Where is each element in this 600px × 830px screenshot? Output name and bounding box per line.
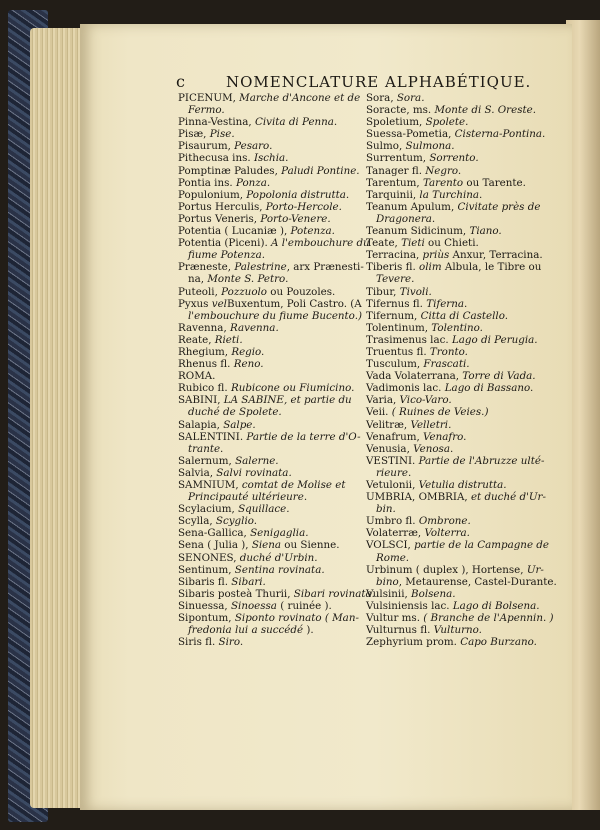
entry-modern: Tivoli. bbox=[399, 285, 432, 298]
entry-modern: Lago di Bolsena. bbox=[452, 599, 540, 612]
entry-modern: Velletri. bbox=[410, 418, 452, 431]
entry-latin: Venusia, bbox=[366, 442, 414, 455]
entry-modern: fredonia lui a succédé bbox=[188, 624, 304, 637]
entry-latin: Puteoli, bbox=[178, 285, 222, 298]
index-entry bbox=[366, 479, 556, 491]
index-entry bbox=[366, 152, 556, 164]
index-entry bbox=[366, 552, 556, 564]
entry-modern: Monte S. Petro. bbox=[207, 273, 289, 286]
index-entry bbox=[178, 455, 368, 467]
entry-latin: Populonium, bbox=[178, 188, 247, 201]
entry-modern: ( Branche de l'Apennin. ) bbox=[423, 612, 554, 625]
entry-latin: Pomptinæ Paludes, bbox=[178, 164, 282, 177]
index-entry bbox=[366, 564, 556, 576]
index-entry bbox=[178, 346, 368, 358]
entry-latin: Pisaurum, bbox=[178, 140, 235, 153]
entry-modern: duché d'Urbin. bbox=[239, 551, 318, 564]
index-entry bbox=[178, 587, 375, 600]
entry-modern: Ur- bbox=[526, 563, 544, 576]
right-column bbox=[366, 92, 556, 648]
entry-modern: la Turchina. bbox=[419, 188, 483, 201]
entry-modern: Sora. bbox=[396, 92, 425, 104]
entry-modern: Citta di Castello. bbox=[420, 309, 508, 322]
entry-latin: Tusculum, bbox=[366, 358, 424, 371]
entry-modern: Marche d'Ancone et de bbox=[239, 92, 361, 104]
entry-latin: Portus Veneris, bbox=[178, 212, 261, 225]
index-entry bbox=[178, 600, 368, 612]
entry-modern: Venafro. bbox=[423, 430, 467, 443]
entry-modern: Ravenna. bbox=[230, 321, 279, 334]
index-entry bbox=[366, 467, 556, 479]
entry-latin: ROMA. bbox=[178, 370, 216, 383]
entry-modern: Salpe. bbox=[223, 418, 256, 431]
entry-latin: UMBRIA, OMBRIA, bbox=[366, 491, 471, 504]
entry-latin: Tifernum, bbox=[366, 309, 421, 322]
index-entry bbox=[178, 527, 368, 539]
entry-modern: Negro. bbox=[425, 164, 462, 177]
entry-latin: Tarentum, bbox=[366, 176, 423, 189]
entry-modern: Vico-Varo. bbox=[399, 394, 452, 407]
entry-latin: Rhenus fl. bbox=[178, 358, 234, 371]
entry-modern: priùs bbox=[422, 249, 450, 262]
index-entry bbox=[178, 237, 368, 249]
entry-modern: Ponza. bbox=[235, 176, 271, 189]
entry-latin: Trasimenus lac. bbox=[366, 333, 452, 346]
index-entry bbox=[366, 322, 556, 334]
index-entry bbox=[178, 358, 368, 370]
entry-modern: Rubicone ou Fiumicino. bbox=[230, 382, 355, 395]
entry-latin: Tanager fl. bbox=[366, 164, 426, 177]
entry-latin: Ravenna, bbox=[178, 321, 230, 334]
entry-modern: Cisterna-Pontina. bbox=[454, 128, 546, 141]
entry-latin: Scylla, bbox=[178, 515, 216, 528]
entry-modern: trante. bbox=[188, 442, 224, 455]
index-entry bbox=[366, 249, 556, 261]
entry-modern: Sulmona. bbox=[405, 140, 455, 153]
entry-latin: Truentus fl. bbox=[366, 345, 430, 358]
entry-latin: Vetulonii, bbox=[366, 479, 419, 491]
entry-suffix: , arx Prænesti- bbox=[286, 261, 364, 274]
entry-modern: Vulturno. bbox=[433, 624, 482, 637]
entry-modern: Scyglio. bbox=[215, 515, 258, 528]
index-entry bbox=[366, 165, 556, 177]
index-entry bbox=[366, 515, 556, 527]
entry-suffix: Buxentum, Poli Castro. (A bbox=[226, 297, 362, 310]
entry-modern: Salerne. bbox=[235, 454, 279, 467]
entry-latin: Salernum, bbox=[178, 454, 236, 467]
entry-latin: Terracina, bbox=[366, 249, 423, 262]
entry-modern: comtat de Molise et bbox=[241, 479, 346, 491]
entry-modern: Lago di Perugia. bbox=[451, 333, 538, 346]
index-entry bbox=[178, 322, 368, 334]
entry-modern: Bolsena. bbox=[411, 587, 456, 600]
entry-modern: Porto-Venere. bbox=[260, 212, 331, 225]
entry-modern: Siponto rovinato ( Man- bbox=[234, 612, 359, 625]
index-entry bbox=[366, 261, 556, 273]
index-entry bbox=[366, 394, 556, 406]
entry-modern: Ischia. bbox=[253, 152, 289, 165]
index-entry bbox=[366, 177, 556, 189]
entry-suffix: ou Pouzoles. bbox=[267, 285, 336, 298]
entry-latin: Sibaris posteà Thurii, bbox=[178, 587, 294, 600]
index-entry bbox=[366, 382, 556, 394]
entry-latin: Tiberis fl. bbox=[366, 261, 420, 274]
index-entry bbox=[178, 286, 368, 298]
entry-latin: Pithecusa ins. bbox=[178, 152, 254, 165]
folio-number: c bbox=[176, 72, 185, 91]
entry-modern: Salvi rovinata. bbox=[216, 466, 292, 479]
left-column bbox=[178, 92, 375, 649]
index-entry bbox=[178, 201, 368, 213]
index-entry bbox=[366, 237, 556, 249]
entry-latin: Sentinum, bbox=[178, 563, 235, 576]
entry-modern: Principauté ultérieure. bbox=[188, 491, 308, 504]
index-entry bbox=[366, 310, 556, 322]
index-entry bbox=[366, 419, 556, 431]
entry-modern: olim bbox=[419, 261, 442, 274]
entry-latin: Præneste, bbox=[178, 261, 235, 274]
entry-latin: Sipontum, bbox=[178, 612, 235, 625]
index-entry bbox=[178, 310, 368, 322]
index-entry bbox=[178, 177, 368, 189]
entry-latin: SABINI, bbox=[178, 394, 224, 407]
entry-modern: Monte di S. Oreste. bbox=[434, 104, 536, 117]
index-entry bbox=[366, 273, 556, 285]
entry-latin: Reate, bbox=[178, 333, 215, 346]
entry-latin: Pisæ, bbox=[178, 128, 210, 141]
entry-latin: VESTINI. bbox=[366, 454, 419, 467]
entry-modern: fiume Potenza. bbox=[188, 249, 266, 262]
index-entry bbox=[366, 406, 556, 418]
index-entry bbox=[178, 612, 368, 624]
entry-latin: Surrentum, bbox=[366, 152, 430, 165]
entry-latin: Portus Herculis, bbox=[178, 200, 266, 213]
entry-modern: Vetulia distrutta. bbox=[418, 479, 507, 491]
index-entry bbox=[178, 419, 368, 431]
entry-latin: Veii. bbox=[366, 406, 392, 419]
index-entry bbox=[366, 346, 556, 358]
entry-suffix: ou Sienne. bbox=[281, 539, 340, 552]
entry-latin: Sena-Gallica, bbox=[178, 527, 251, 540]
entry-suffix: ou Tarente. bbox=[463, 176, 526, 189]
entry-modern: duché de Spolete. bbox=[188, 406, 282, 419]
entry-modern: Tiferna. bbox=[426, 297, 468, 310]
entry-suffix: Albula, le Tibre ou bbox=[441, 261, 542, 274]
index-entry bbox=[178, 189, 368, 201]
entry-modern: partie de la Campagne de bbox=[414, 539, 549, 552]
index-entry bbox=[178, 394, 368, 406]
entry-latin: Sibaris fl. bbox=[178, 575, 232, 588]
entry-modern: Civita di Penna. bbox=[254, 116, 338, 129]
entry-latin: PICENUM, bbox=[178, 92, 240, 104]
entry-latin: Salapia, bbox=[178, 418, 224, 431]
index-entry bbox=[178, 479, 368, 491]
entry-modern: Paludi Pontine. bbox=[281, 164, 360, 177]
index-entry bbox=[178, 406, 368, 418]
entry-latin: Teanum Apulum, bbox=[366, 200, 458, 213]
entry-latin: Tarquinii, bbox=[366, 188, 420, 201]
index-entry bbox=[178, 382, 368, 394]
entry-modern: LA SABINE, et partie du bbox=[223, 394, 352, 407]
entry-latin: VOLSCI, bbox=[366, 539, 415, 552]
index-entry bbox=[178, 491, 368, 503]
index-entry bbox=[366, 189, 556, 201]
index-entry bbox=[366, 624, 556, 636]
index-entry bbox=[366, 576, 556, 588]
index-entry bbox=[178, 104, 368, 116]
index-entry bbox=[366, 92, 556, 104]
entry-latin: Varia, bbox=[366, 394, 400, 407]
entry-suffix: ou Chieti. bbox=[424, 237, 479, 250]
entry-latin: Vulsiniensis lac. bbox=[366, 599, 453, 612]
entry-modern: Siena bbox=[251, 539, 282, 552]
entry-latin: Salvia, bbox=[178, 466, 217, 479]
entry-latin: Sora, bbox=[366, 92, 397, 104]
entry-modern: Sinoessa bbox=[230, 599, 277, 612]
index-entry bbox=[178, 261, 368, 273]
index-entry bbox=[366, 201, 556, 213]
entry-modern: Pise. bbox=[209, 128, 235, 141]
index-entry bbox=[178, 539, 368, 551]
index-entry bbox=[178, 128, 368, 140]
index-entry bbox=[178, 370, 368, 382]
index-entry bbox=[178, 431, 368, 443]
index-entry bbox=[366, 491, 556, 503]
entry-modern: Tieti bbox=[401, 237, 425, 250]
index-entry bbox=[178, 624, 368, 636]
index-entry bbox=[366, 503, 556, 515]
entry-suffix: Anxur, Terracina. bbox=[449, 249, 543, 262]
entry-modern: Popolonia distrutta. bbox=[246, 188, 350, 201]
entry-suffix: ( ruinée ). bbox=[276, 599, 332, 612]
entry-modern: Palestrine bbox=[234, 261, 287, 274]
entry-modern: Torre di Vada. bbox=[462, 370, 536, 383]
entry-latin: Pyxus bbox=[178, 297, 212, 310]
entry-latin: Tibur, bbox=[366, 285, 400, 298]
entry-latin: Rubico fl. bbox=[178, 382, 231, 395]
running-head: NOMENCLATURE ALPHABÉTIQUE. bbox=[226, 73, 532, 91]
entry-latin: Soracte, ms. bbox=[366, 104, 435, 117]
entry-latin: Potentia (Piceni). bbox=[178, 237, 272, 250]
entry-modern: Pesaro. bbox=[234, 140, 273, 153]
page-edges bbox=[30, 28, 85, 808]
entry-modern: Partie de la terre d'O- bbox=[246, 430, 361, 443]
entry-modern: l'embouchure du fiume Bucento.) bbox=[188, 309, 362, 322]
entry-modern: Regio. bbox=[231, 345, 265, 358]
entry-modern: ( Ruines de Veies.) bbox=[391, 406, 489, 419]
entry-latin: Urbinum ( duplex ), Hortense, bbox=[366, 563, 527, 576]
index-entry bbox=[178, 213, 368, 225]
index-entry bbox=[178, 576, 368, 588]
entry-latin: SALENTINI. bbox=[178, 430, 247, 443]
entry-modern: A l'embouchure du bbox=[271, 237, 370, 250]
entry-modern: Tolentino. bbox=[431, 321, 483, 334]
index-entry bbox=[178, 165, 368, 177]
entry-latin: Pontia ins. bbox=[178, 176, 236, 189]
index-entry bbox=[178, 298, 368, 310]
entry-modern: Rieti. bbox=[214, 333, 243, 346]
index-entry bbox=[366, 431, 556, 443]
index-entry bbox=[178, 273, 368, 285]
entry-latin: Tifernus fl. bbox=[366, 297, 427, 310]
entry-modern: Venosa. bbox=[413, 442, 454, 455]
index-entry bbox=[178, 116, 368, 128]
entry-latin: Vulturnus fl. bbox=[366, 624, 434, 637]
entry-modern: Tiano. bbox=[469, 225, 502, 238]
entry-latin: Potentia ( Lucaniæ ), bbox=[178, 225, 291, 238]
index-entry bbox=[366, 612, 556, 624]
index-entry bbox=[178, 564, 368, 576]
index-entry bbox=[178, 140, 368, 152]
index-entry bbox=[366, 636, 556, 648]
entry-latin: Sulmo, bbox=[366, 140, 406, 153]
entry-modern: Sibari rovinata. bbox=[293, 587, 375, 600]
entry-modern: Lago di Bassano. bbox=[444, 382, 534, 395]
entry-modern: rieure. bbox=[376, 466, 412, 479]
entry-latin: Sinuessa, bbox=[178, 599, 231, 612]
entry-modern: Volterra. bbox=[424, 527, 470, 540]
entry-modern: Tronto. bbox=[429, 345, 468, 358]
index-entry bbox=[366, 527, 556, 539]
entry-modern: bin. bbox=[376, 503, 396, 516]
index-entry bbox=[178, 636, 368, 648]
index-entry bbox=[366, 225, 556, 237]
index-entry bbox=[178, 92, 368, 104]
entry-latin: Teate, bbox=[366, 237, 402, 250]
index-entry bbox=[366, 588, 556, 600]
entry-latin: Velitræ, bbox=[366, 418, 411, 431]
entry-latin: Venafrum, bbox=[366, 430, 424, 443]
entry-latin: SENONES, bbox=[178, 551, 240, 564]
entry-modern: Partie de l'Abruzze ulté- bbox=[418, 454, 545, 467]
index-entry bbox=[366, 286, 556, 298]
entry-modern: Sentina rovinata. bbox=[234, 563, 325, 576]
entry-modern: Potenza. bbox=[290, 225, 335, 238]
entry-latin: na, bbox=[188, 273, 208, 286]
index-entry bbox=[366, 539, 556, 551]
index-entry bbox=[178, 249, 368, 261]
entry-modern: Sibari. bbox=[231, 575, 266, 588]
index-entry bbox=[366, 298, 556, 310]
index-entry bbox=[178, 443, 368, 455]
entry-latin: Pinna-Vestina, bbox=[178, 116, 255, 129]
entry-latin: Vadimonis lac. bbox=[366, 382, 445, 395]
entry-modern: Tevere. bbox=[376, 273, 415, 286]
entry-suffix: , Metaurense, Castel-Durante. bbox=[398, 575, 557, 588]
index-entry bbox=[366, 443, 556, 455]
entry-modern: Squillace. bbox=[238, 503, 290, 516]
entry-modern: Porto-Hercole. bbox=[265, 200, 342, 213]
index-entry bbox=[178, 152, 368, 164]
entry-modern: Fermo. bbox=[188, 104, 225, 117]
entry-latin: Rhegium, bbox=[178, 345, 232, 358]
entry-modern: Siro. bbox=[218, 636, 244, 649]
entry-latin: Vultur ms. bbox=[366, 612, 424, 625]
entry-latin: Siris fl. bbox=[178, 636, 219, 649]
index-entry bbox=[178, 334, 368, 346]
entry-suffix: ). bbox=[303, 624, 314, 637]
index-entry bbox=[178, 467, 368, 479]
index-entry bbox=[366, 116, 556, 128]
entry-modern: Capo Burzano. bbox=[460, 636, 537, 649]
entry-modern: Senigaglia. bbox=[250, 527, 309, 540]
entry-latin: Tolentinum, bbox=[366, 321, 432, 334]
entry-latin: Zephyrium prom. bbox=[366, 636, 461, 649]
index-entry bbox=[178, 225, 368, 237]
entry-modern: Tarento bbox=[422, 176, 464, 189]
entry-latin: SAMNIUM, bbox=[178, 479, 242, 491]
entry-modern: vel bbox=[211, 297, 227, 310]
entry-latin: Vulsinii, bbox=[366, 587, 412, 600]
entry-modern: Frascati. bbox=[423, 358, 470, 371]
entry-modern: Reno. bbox=[233, 358, 264, 371]
index-entry bbox=[178, 503, 368, 515]
entry-latin: Vada Volaterrana, bbox=[366, 370, 463, 383]
entry-modern: et duché d'Ur- bbox=[470, 491, 546, 504]
index-entry bbox=[366, 600, 556, 612]
index-entry bbox=[366, 334, 556, 346]
index-entry bbox=[178, 515, 368, 527]
entry-modern: bino bbox=[376, 575, 399, 588]
entry-modern: Rome. bbox=[376, 551, 410, 564]
index-entry bbox=[366, 370, 556, 382]
index-entry bbox=[366, 128, 556, 140]
index-entry bbox=[178, 552, 368, 564]
index-entry bbox=[366, 104, 556, 116]
entry-latin: Volaterræ, bbox=[366, 527, 425, 540]
entry-latin: Scylacium, bbox=[178, 503, 239, 516]
entry-latin: Suessa-Pometia, bbox=[366, 128, 455, 141]
index-entry bbox=[366, 455, 556, 467]
entry-latin: Umbro fl. bbox=[366, 515, 419, 528]
entry-modern: Civitate près de bbox=[457, 200, 541, 213]
index-entry bbox=[366, 213, 556, 225]
entry-modern: Dragonera. bbox=[376, 212, 436, 225]
entry-latin: Spoletium, bbox=[366, 116, 426, 129]
entry-latin: Teanum Sidicinum, bbox=[366, 225, 470, 238]
entry-latin: Sena ( Julia ), bbox=[178, 539, 252, 552]
index-entry bbox=[366, 140, 556, 152]
entry-modern: Spolete. bbox=[425, 116, 469, 129]
index-entry bbox=[366, 358, 556, 370]
entry-modern: Pozzuolo bbox=[221, 285, 268, 298]
entry-modern: Ombrone. bbox=[418, 515, 471, 528]
entry-modern: Sorrento. bbox=[429, 152, 479, 165]
